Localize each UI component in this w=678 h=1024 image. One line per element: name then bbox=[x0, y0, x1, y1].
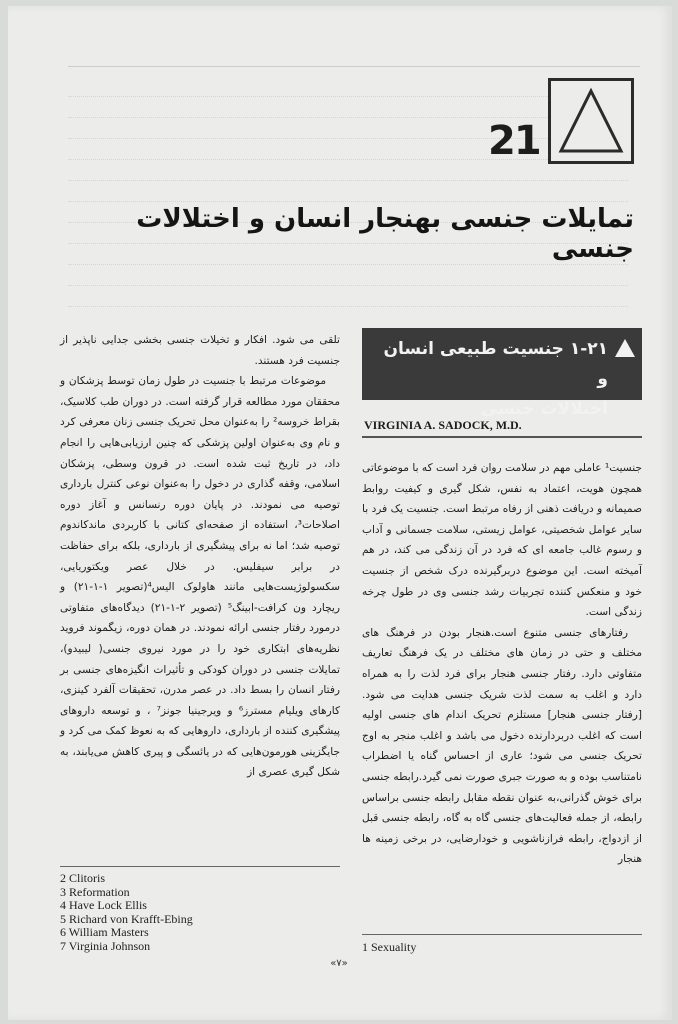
right-column bbox=[362, 458, 642, 870]
chapter-title: تمایلات جنسی بهنجار انسان و اختلالات جنسی bbox=[136, 204, 634, 264]
section-heading-box bbox=[362, 328, 642, 419]
chapter-triangle-box bbox=[548, 78, 634, 164]
author-rule bbox=[362, 436, 642, 438]
footnote-item: 6 William Masters bbox=[60, 925, 149, 940]
chapter-number: 21 bbox=[488, 118, 540, 164]
right-paragraph-1: جنسیت¹ عاملی مهم در سلامت روان فرد است که با موضوعاتی همچون هویت، اعتماد به نفس، شکل گیری و کیفیت روابط صمیمانه و دریافت ذهنی از رفاه مرتبط است. جنسیت یک فرد با سایر عوامل شخصیتی، عوامل زیستی، سلامت جسمانی و آداب و رسوم غالب جامعه ای که فرد در آن زندگی می کند، در هم آمیخته است. این موضوع دربرگیرنده درک شخص از جنسیت خود و منعکس کننده تجربیات رشد جنسی وی در طول چرخه زندگی است. bbox=[362, 462, 642, 619]
footnote-rule-right bbox=[362, 934, 642, 935]
author-name: VIRGINIA A. SADOCK, M.D. bbox=[364, 418, 522, 432]
right-paragraph-2: رفتارهای جنسی متنوع است.هنجار بودن در فرهنگ های مختلف و حتی در زمان های مختلف در یک فرهنگ تعاریف متفاوتی دارد. رفتار جنسی هنجار برای فرد لذت را به همراه دارد و اغلب به سمت لذت شریک جنسی هدایت می شود. [رفتار جنسی هنجار] مستلزم تحریک اندام های جنسی اولیه است که اغلب دربردارنده دخول می باشد و اغلب منجر به اوج تحریک جنسی می شود؛ عاری از احساس گناه یا اضطراب نامتناسب بوده و به صورت جبری صورت نمی گیرد.رابطه جنسی برای خوش گذرانی،به عنوان نقطه مقابل رابطه جنسی براساس رابطه، از جمله فعالیت‌های جنسی گاه به گاه، رابطه جنسی قبل از ازدواج، رابطه فرازناشویی و خودارضایی، در برخی زمینه ها هنجار bbox=[362, 626, 642, 866]
left-column bbox=[60, 330, 340, 783]
footnotes-left bbox=[60, 872, 340, 954]
footnote-item: 7 Virginia Johnson bbox=[60, 938, 151, 953]
footnote-rule-left bbox=[60, 866, 340, 867]
triangle-icon bbox=[557, 87, 625, 155]
section-title-line1: ۱-۲۱ جنسیت طبیعی انسان و bbox=[383, 339, 608, 389]
footnote-item: 2 Clitoris bbox=[60, 871, 106, 885]
left-paragraph-2: موضوعات مرتبط با جنسیت در طول زمان توسط پزشکان و محققان مورد مطالعه قرار گرفته است. در دوران طب کلاسیک، بقراط خروسه² را به‌عنوان محل تحریک جنسی زنان معرفی کرد و نام وی به‌عنوان اولین پزشکی که چنین ارزیابی‌هایی را انجام داد، در تاریخ ثبت شده است. در قرون وسطی، پزشکان اسلامی، وقفه گذاری در دخول را به‌عنوان نوعی کنترل بارداری توصیه می نمودند. در پایان دوره رنسانس و آغاز دوره اصلاحات³، استفاده از صفحه‌ای کتانی با کاربردی ماندکاندوم توصیه شد؛ اما نه برای پیشگیری از بارداری، بلکه برای حفاظت در برابر سیفلیس. در خلال عصر ویکتوریایی، سکسولوژیست‌هایی مانند هاولوک الیس⁴(تصویر ۱-۱-۲۱) و ریچارد ون کرافت-ابینگ⁵ (تصویر ۲-۱-۲۱) دیدگاه‌های متفاوتی درمورد رفتار جنسی ارائه نمودند. در همان دوره، زیگموند فروید نظریه‌های ابتکاری خود را در مورد نیروی جنسی( لیبیدو)، تمایلات جنسی در دوران کودکی و تأثیرات انگیزه‌های جنسی بر رفتار انسان را بسط داد. در عصر مدرن، تحقیقات آلفرد کینزی، کارهای ویلیام مسترز⁶ و ویرجینیا جونز⁷ ، و توسعه داروهای پیشگیری کننده از بارداری، داروهایی که به نعوظ کمک می کرد و جایگزینی هورمون‌هایی که در یائسگی و پیری کاهش می‌یابند، به شکل گیری عصری از bbox=[60, 375, 340, 779]
left-paragraph-1: تلقی می شود. افکار و تخیلات جنسی بخشی جدایی ناپذیر از جنسیت فرد هستند. bbox=[60, 334, 340, 367]
footnote-item: 3 Reformation bbox=[60, 884, 130, 899]
footnote-item: 5 Richard von Krafft-Ebing bbox=[60, 911, 193, 926]
footnote-right: 1 Sexuality bbox=[362, 940, 417, 954]
section-triangle-icon bbox=[614, 338, 636, 358]
bleed-through-text bbox=[68, 76, 628, 316]
page-number: «۷» bbox=[330, 958, 348, 969]
footnote-item: 4 Have Lock Ellis bbox=[60, 898, 147, 913]
section-title-line2: اختلالات جنسی bbox=[480, 399, 608, 419]
header-rule bbox=[68, 66, 640, 67]
